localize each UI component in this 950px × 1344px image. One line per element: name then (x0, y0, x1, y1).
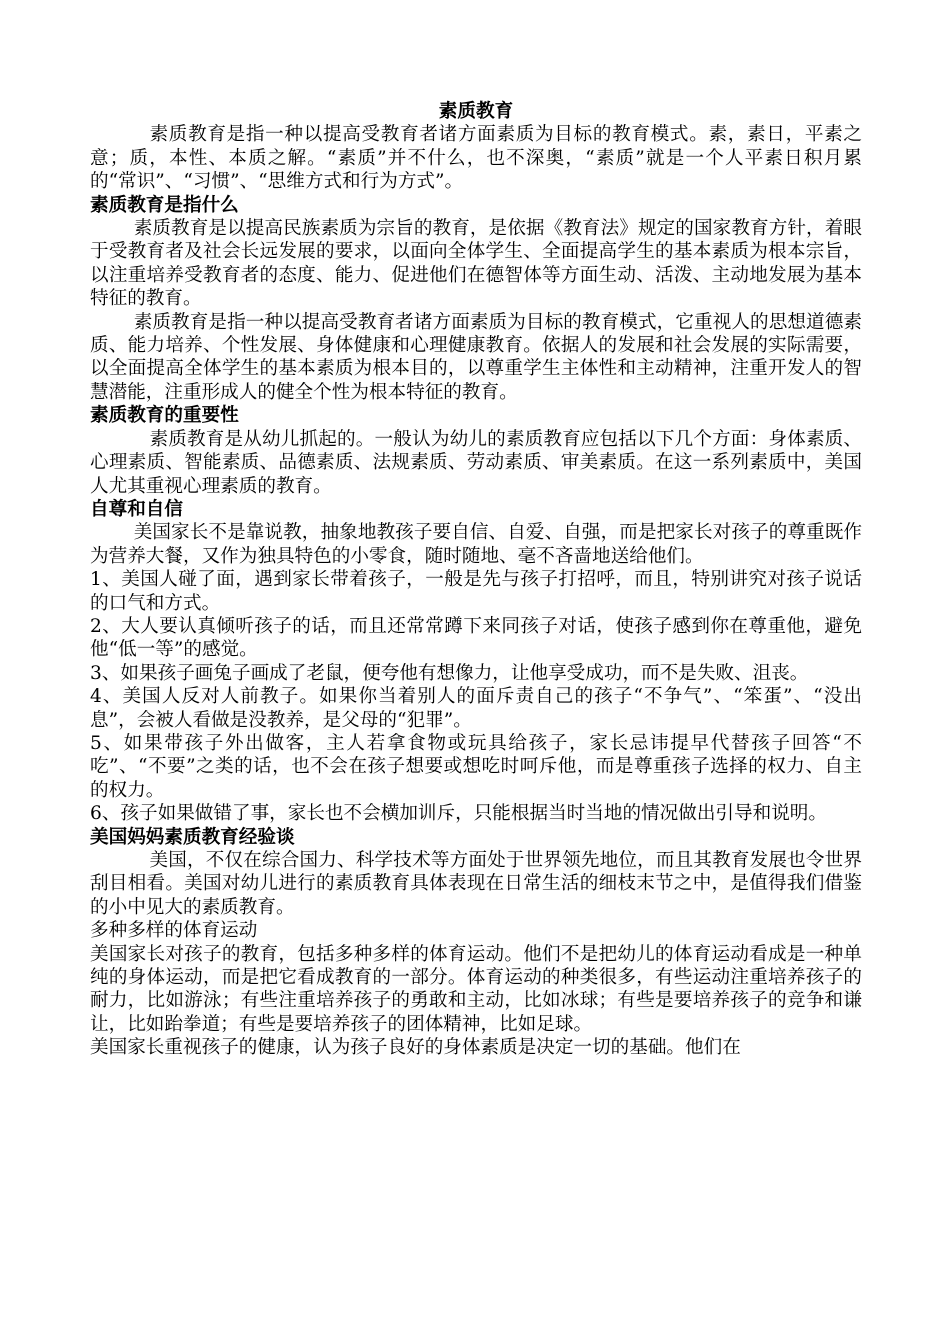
section-what-is (90, 194, 862, 405)
section-heading: 美国妈妈素质教育经验谈 (90, 826, 295, 848)
list-item: 3、如果孩子画兔子画成了老鼠，便夸他有想像力，让他享受成功，而不是失败、沮丧。 (90, 662, 809, 684)
section-self-esteem (90, 498, 862, 826)
list-item: 1、美国人碰了面，遇到家长带着孩子，一般是先与孩子打招呼，而且，特别讲究对孩子说话的口气和方式。 (90, 569, 862, 614)
section-american-moms (90, 826, 862, 1060)
intro-paragraph: 素质教育是指一种以提高受教育者诸方面素质为目标的教育模式。素，素日，平素之意；质，本性、本质之解。“素质”并不什么，也不深奥，“素质”就是一个人平素日积月累的“常识”、“习惯”、“思维方式和行为方式”。 (90, 124, 862, 193)
body-paragraph: 素质教育是指一种以提高受教育者诸方面素质为目标的教育模式，它重视人的思想道德素质、能力培养、个性发展、身体健康和心理健康教育。依据人的发展和社会发展的实际需要，以全面提高全体学生的基本素质为根本目的，以尊重学生主体性和主动精神，注重开发人的智慧潜能，注重形成人的健全个性为根本特征的教育。 (90, 311, 862, 403)
list-item: 2、大人要认真倾听孩子的话，而且还常常蹲下来同孩子对话，使孩子感到你在尊重他，避免他“低一等”的感觉。 (90, 615, 862, 661)
document-page (90, 100, 862, 1060)
list-item: 6、孩子如果做错了事，家长也不会横加训斥，只能根据当时当地的情况做出引导和说明。 (90, 803, 827, 825)
subheading: 多种多样的体育运动 (90, 920, 258, 942)
section-heading: 素质教育的重要性 (90, 405, 239, 427)
document-title: 素质教育 (438, 101, 514, 122)
body-paragraph: 美国家长对孩子的教育，包括多种多样的体育运动。他们不是把幼儿的体育运动看成是一种单纯的身体运动，而是把它看成教育的一部分。体育运动的种类很多，有些运动注重培养孩子的耐力，比如游泳；有些注重培养孩子的勇敢和主动，比如冰球；有些是要培养孩子的竞争和谦让，比如跆拳道；有些是要培养孩子的团体精神，比如足球。 (90, 943, 862, 1035)
body-paragraph: 素质教育是从幼儿抓起的。一般认为幼儿的素质教育应包括以下几个方面：身体素质、心理素质、智能素质、品德素质、法规素质、劳动素质、审美素质。在这一系列素质中，美国人尤其重视心理素质的教育。 (90, 428, 862, 497)
body-paragraph: 素质教育是以提高民族素质为宗旨的教育，是依据《教育法》规定的国家教育方针，着眼于受教育者及社会长远发展的要求，以面向全体学生、全面提高学生的基本素质为根本宗旨，以注重培养受教育者的态度、能力、促进他们在德智体等方面生动、活泼、主动地发展为基本特征的教育。 (90, 218, 862, 310)
section-importance (90, 404, 862, 498)
section-heading: 素质教育是指什么 (90, 194, 239, 216)
section-heading: 自尊和自信 (90, 498, 183, 520)
list-item: 5、如果带孩子外出做客，主人若拿食物或玩具给孩子，家长忌讳提早代替孩子回答“不吃”、“不要”之类的话，也不会在孩子想要或想吃时呵斥他，而是尊重孩子选择的权力、自主的权力。 (90, 732, 862, 801)
list-item: 4、美国人反对人前教子。如果你当着别人的面斥责自己的孩子“不争气”、“笨蛋”、“没出息”，会被人看做是没教养，是父母的“犯罪”。 (90, 686, 862, 731)
body-paragraph: 美国家长重视孩子的健康，认为孩子良好的身体素质是决定一切的基础。他们在 (90, 1037, 741, 1059)
body-paragraph: 美国，不仅在综合国力、科学技术等方面处于世界领先地位，而且其教育发展也令世界刮目相看。美国对幼儿进行的素质教育具体表现在日常生活的细枝末节之中，是值得我们借鉴的小中见大的素质教育。 (90, 850, 862, 918)
body-paragraph: 美国家长不是靠说教，抽象地教孩子要自信、自爱、自强，而是把家长对孩子的尊重既作为营养大餐，又作为独具特色的小零食，随时随地、毫不吝啬地送给他们。 (90, 522, 862, 567)
